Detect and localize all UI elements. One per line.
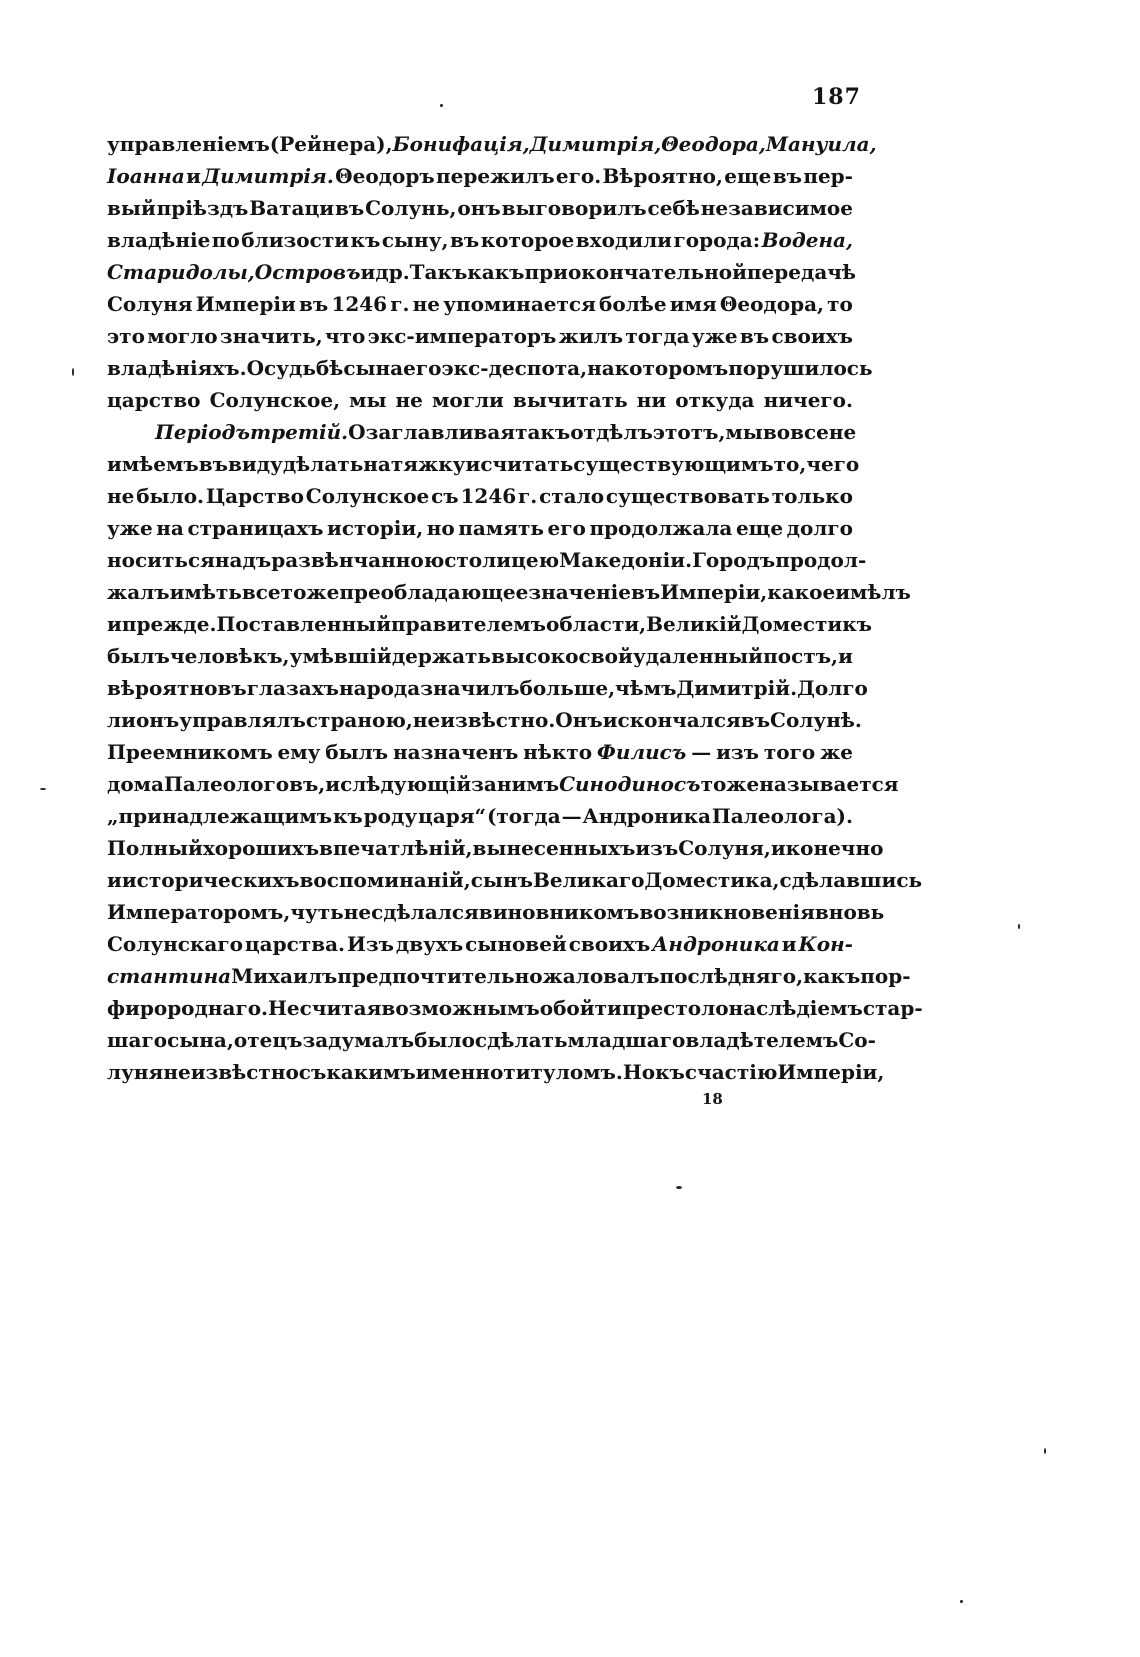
text-line: вѣроятно въ глазахъ народа значилъ больше, чѣмъ Димитрій. Долго bbox=[107, 676, 868, 700]
text-line: Іоанна и Димитрія. Θеодоръ пережилъ его. Вѣроятно, еще въ пер- bbox=[107, 164, 853, 188]
text-line: владѣніе по близости къ сыну, въ которое входили города: Водена, bbox=[107, 228, 853, 252]
text-line: Старидолы, Островъ и др. Такъ какъ при окончательной передачѣ bbox=[107, 260, 856, 284]
scan-speck bbox=[1018, 924, 1020, 929]
scan-speck bbox=[676, 1186, 682, 1189]
text-line: стантина Михаилъ предпочтительно жаловалъ послѣдняго, какъ пор- bbox=[107, 964, 911, 988]
text-line: „принадлежащимъ къ роду царя“ (тогда — Андроника Палеолога). bbox=[107, 804, 853, 828]
scan-speck bbox=[440, 104, 443, 107]
text-line: луня неизвѣстно съ какимъ именно титуломъ. Но къ счастію Имперіи, bbox=[107, 1060, 885, 1084]
text-line: фиророднаго. Не считая возможнымъ обойти престолонаслѣдіемъ стар- bbox=[107, 996, 923, 1020]
text-line: Преемникомъ ему былъ назначенъ нѣкто Филисъ — изъ того же bbox=[107, 740, 853, 764]
text-line: управленіемъ (Рейнера), Бонифація, Димитрія, Θеодора, Мануила, bbox=[107, 132, 877, 156]
text-line: владѣніяхъ. О судьбѣ сына его экс-деспота, на которомъ порушилось bbox=[107, 356, 873, 380]
text-line: уже на страницахъ исторіи, но память его продолжала еще долго bbox=[107, 516, 853, 540]
scan-speck bbox=[1044, 1448, 1046, 1454]
text-line: это могло значить, что экс-императоръ жилъ тогда уже въ своихъ bbox=[107, 324, 853, 348]
text-line: былъ человѣкъ, умѣвшій держать высоко свой удаленный постъ, и bbox=[107, 644, 853, 668]
page-number: 187 bbox=[812, 84, 861, 110]
text-line: дома Палеологовъ, и слѣдующій за нимъ Синодиносъ тоже называется bbox=[107, 772, 899, 796]
text-line: вый пріѣздъ Ватаци въ Солунь, онъ выговорилъ себѣ независимое bbox=[107, 196, 853, 220]
text-line: Солунскаго царства. Изъ двухъ сыновей своихъ Андроника и Кон- bbox=[107, 932, 853, 956]
scan-speck bbox=[960, 1600, 963, 1603]
text-line: и историческихъ воспоминаній, сынъ Великаго Доместика, сдѣлавшись bbox=[107, 868, 923, 892]
text-line: Солуня Имперіи въ 1246 г. не упоминается болѣе имя Θеодора, то bbox=[107, 292, 853, 316]
text-line: носиться надъ развѣнчанною столицею Македоніи. Городъ продол- bbox=[107, 548, 867, 572]
text-line: Императоромъ, чуть не сдѣлался виновникомъ возникновенія вновь bbox=[107, 900, 885, 924]
text-line: ли онъ управлялъ страною, неизвѣстно. Онъ и скончался въ Солунѣ. bbox=[107, 708, 862, 732]
body-text bbox=[107, 128, 923, 1088]
text-line: Періодъ третій. Озаглавливая такъ отдѣлъ этотъ, мы вовсе не bbox=[155, 420, 857, 444]
scan-speck bbox=[72, 368, 74, 376]
text-line: имѣемъ въ виду дѣлать натяжку и считать существующимъ то, чего bbox=[107, 452, 860, 476]
scan-speck bbox=[40, 788, 46, 790]
text-line: и прежде. Поставленный правителемъ области, Великій Доместикъ bbox=[107, 612, 873, 636]
text-line: царство Солунское, мы не могли вычитать ни откуда ничего. bbox=[107, 388, 853, 412]
signature-mark: 18 bbox=[702, 1090, 723, 1108]
text-line: Полный хорошихъ впечатлѣній, вынесенныхъ изъ Солуня, и конечно bbox=[107, 836, 884, 860]
text-line: не было. Царство Солунское съ 1246 г. стало существовать только bbox=[107, 484, 853, 508]
text-line: шаго сына, отецъ задумалъ было сдѣлать младшаго владѣтелемъ Со- bbox=[107, 1028, 876, 1052]
text-line: жалъ имѣть все тоже преобладающее значеніе въ Имперіи, какое имѣлъ bbox=[107, 580, 911, 604]
